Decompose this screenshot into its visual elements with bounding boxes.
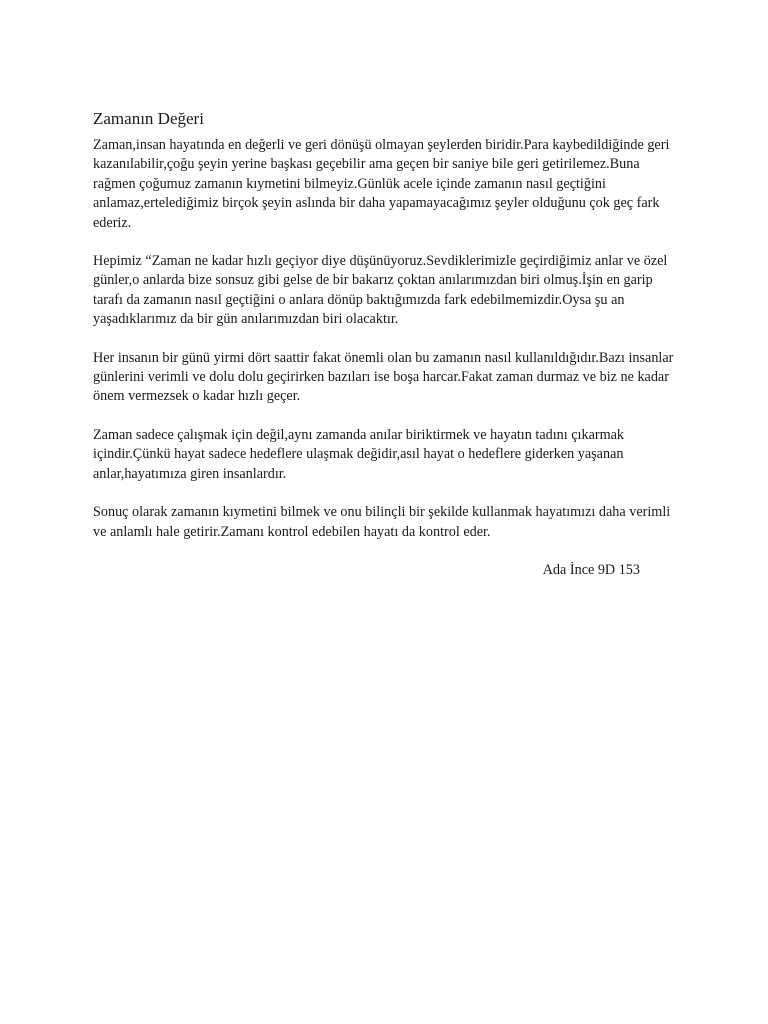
document-page xyxy=(93,108,683,580)
paragraph-1: Zaman,insan hayatında en değerli ve geri dönüşü olmayan şeylerden biridir.Para kaybedildiğinde geri kazanılabilir,çoğu şeyin yerine başkası geçebilir ama geçen bir saniye bile geri getirilemez.Buna rağmen çoğumuz zamanın kıymetini bilmeyiz.Günlük acele içinde zamanın nasıl geçtiğini anlamaz,ertelediğimiz birçok şeyin aslında bir daha yapamayacağımız şeyler olduğunu çok geç fark ederiz. xyxy=(93,137,670,231)
paragraph-4: Zaman sadece çalışmak için değil,aynı zamanda anılar biriktirmek ve hayatın tadını çıkarmak içindir.Çünkü hayat sadece hedeflere ulaşmak değidir,asıl hayat o hedeflere giderken yaşanan anlar,hayatımıza giren insanlardır. xyxy=(93,426,625,482)
paragraph-3: Her insanın bir günü yirmi dört saattir fakat önemli olan bu zamanın nasıl kullanıldığıdır.Bazı insanlar günlerini verimli ve dolu dolu geçirirken bazıları ise boşa harcar.Fakat zaman durmaz ve biz ne kadar önem vermezsek o kadar hızlı geçer. xyxy=(93,349,674,405)
author-signature: Ada İnce 9D 153 xyxy=(542,561,640,578)
paragraph-2: Hepimiz “Zaman ne kadar hızlı geçiyor diye düşünüyoruz.Sevdiklerimizle geçirdiğimiz anlar ve özel günler,o anlarda bize sonsuz gibi gelse de bir bakarız çoktan anılarımızdan biri olmuş.İşin en garip tarafı da zamanın nasıl geçtiğini o anlara dönüp baktığımızda fark edebilmemizdir.Oysa şu an yaşadıklarımız da bir gün anılarımızdan biri olacaktır. xyxy=(93,253,668,328)
paragraph-5: Sonuç olarak zamanın kıymetini bilmek ve onu bilinçli bir şekilde kullanmak hayatımızı daha verimli ve anlamlı hale getirir.Zamanı kontrol edebilen hayatı da kontrol eder. xyxy=(93,504,671,540)
document-title: Zamanın Değeri xyxy=(93,109,204,128)
